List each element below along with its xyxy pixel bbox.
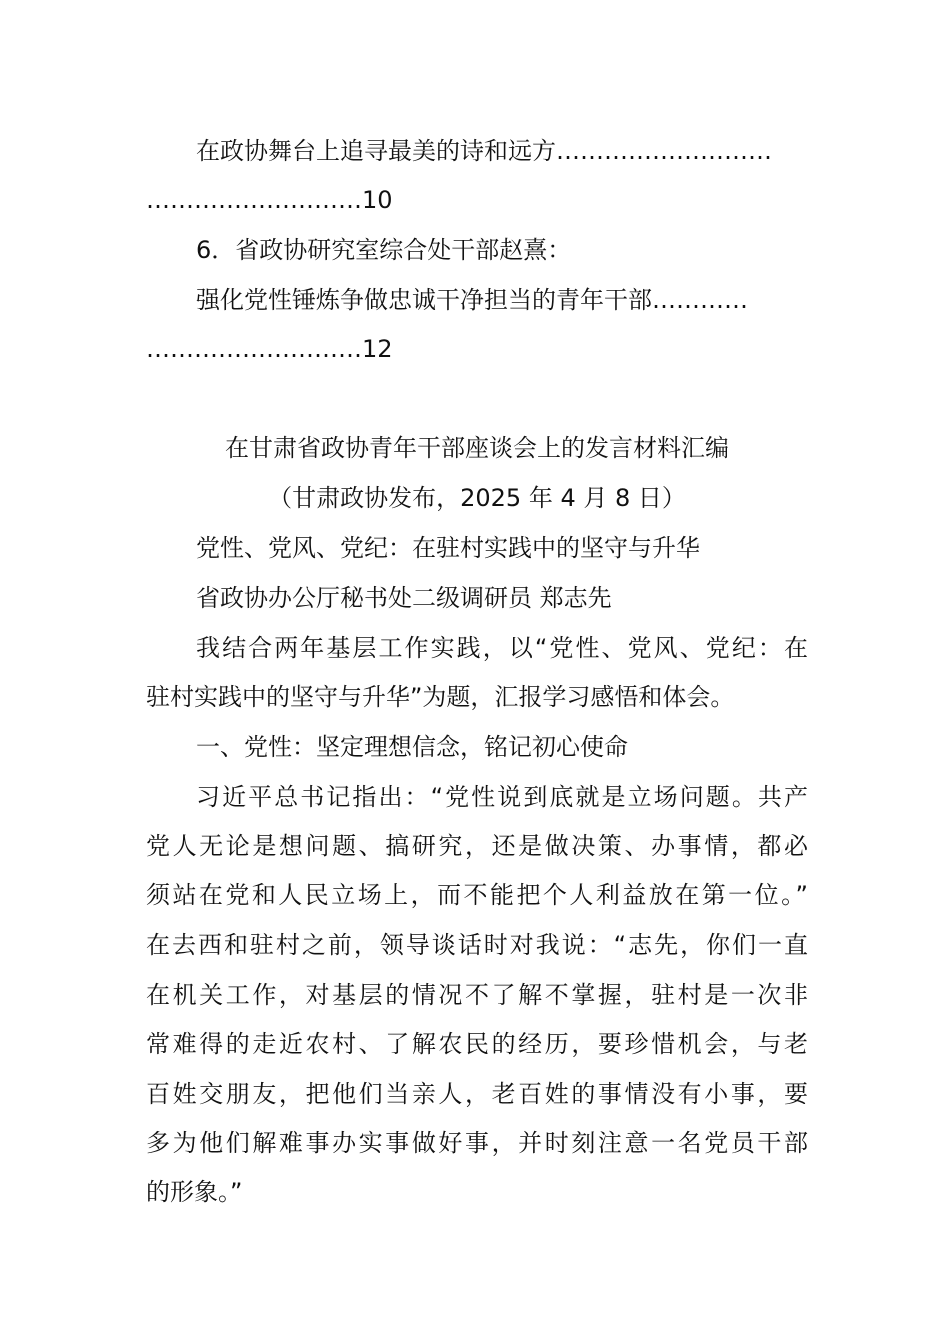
paragraph-line: 的形象。” (146, 1178, 243, 1206)
paragraph-line: 党人无论是想问题、搞研究，还是做决策、办事情，都必 (146, 832, 808, 860)
paragraph-line: 我结合两年基层工作实践，以“党性、党风、党纪：在 (196, 634, 808, 662)
toc-item-5-page-leader: ………………………10 (146, 186, 393, 214)
toc-item-6-page-leader: ………………………12 (146, 335, 393, 363)
section-heading: 一、党性：坚定理想信念，铭记初心使命 (196, 733, 628, 761)
paragraph-line: 驻村实践中的坚守与升华”为题，汇报学习感悟和体会。 (146, 683, 735, 711)
document-title: 在甘肃省政协青年干部座谈会上的发言材料汇编 (225, 434, 729, 462)
speaker-byline: 省政协办公厅秘书处二级调研员 郑志先 (196, 584, 612, 612)
document-page (146, 0, 808, 1344)
paragraph-line: 在机关工作，对基层的情况不了解不掌握，驻村是一次非 (146, 981, 808, 1009)
toc-item-5-title: 在政协舞台上追寻最美的诗和远方……………………… (196, 137, 772, 165)
paragraph-line: 须站在党和人民立场上，而不能把个人利益放在第一位。” (146, 881, 808, 909)
paragraph-line: 多为他们解难事办实事做好事，并时刻注意一名党员干部 (146, 1129, 808, 1157)
toc-item-6-title: 强化党性锤炼争做忠诚干净担当的青年干部………… (196, 286, 748, 314)
paragraph-line: 常难得的走近农村、了解农民的经历，要珍惜机会，与老 (146, 1030, 808, 1058)
document-source: （甘肃政协发布，2025 年 4 月 8 日） (268, 484, 686, 512)
paragraph-line: 百姓交朋友，把他们当亲人，老百姓的事情没有小事，要 (146, 1080, 808, 1108)
speech-title: 党性、党风、党纪：在驻村实践中的坚守与升华 (196, 534, 700, 562)
toc-item-6-heading: 6．省政协研究室综合处干部赵熹： (196, 236, 572, 264)
paragraph-line: 习近平总书记指出：“党性说到底就是立场问题。共产 (196, 783, 808, 811)
paragraph-line: 在去西和驻村之前，领导谈话时对我说：“志先，你们一直 (146, 931, 808, 959)
